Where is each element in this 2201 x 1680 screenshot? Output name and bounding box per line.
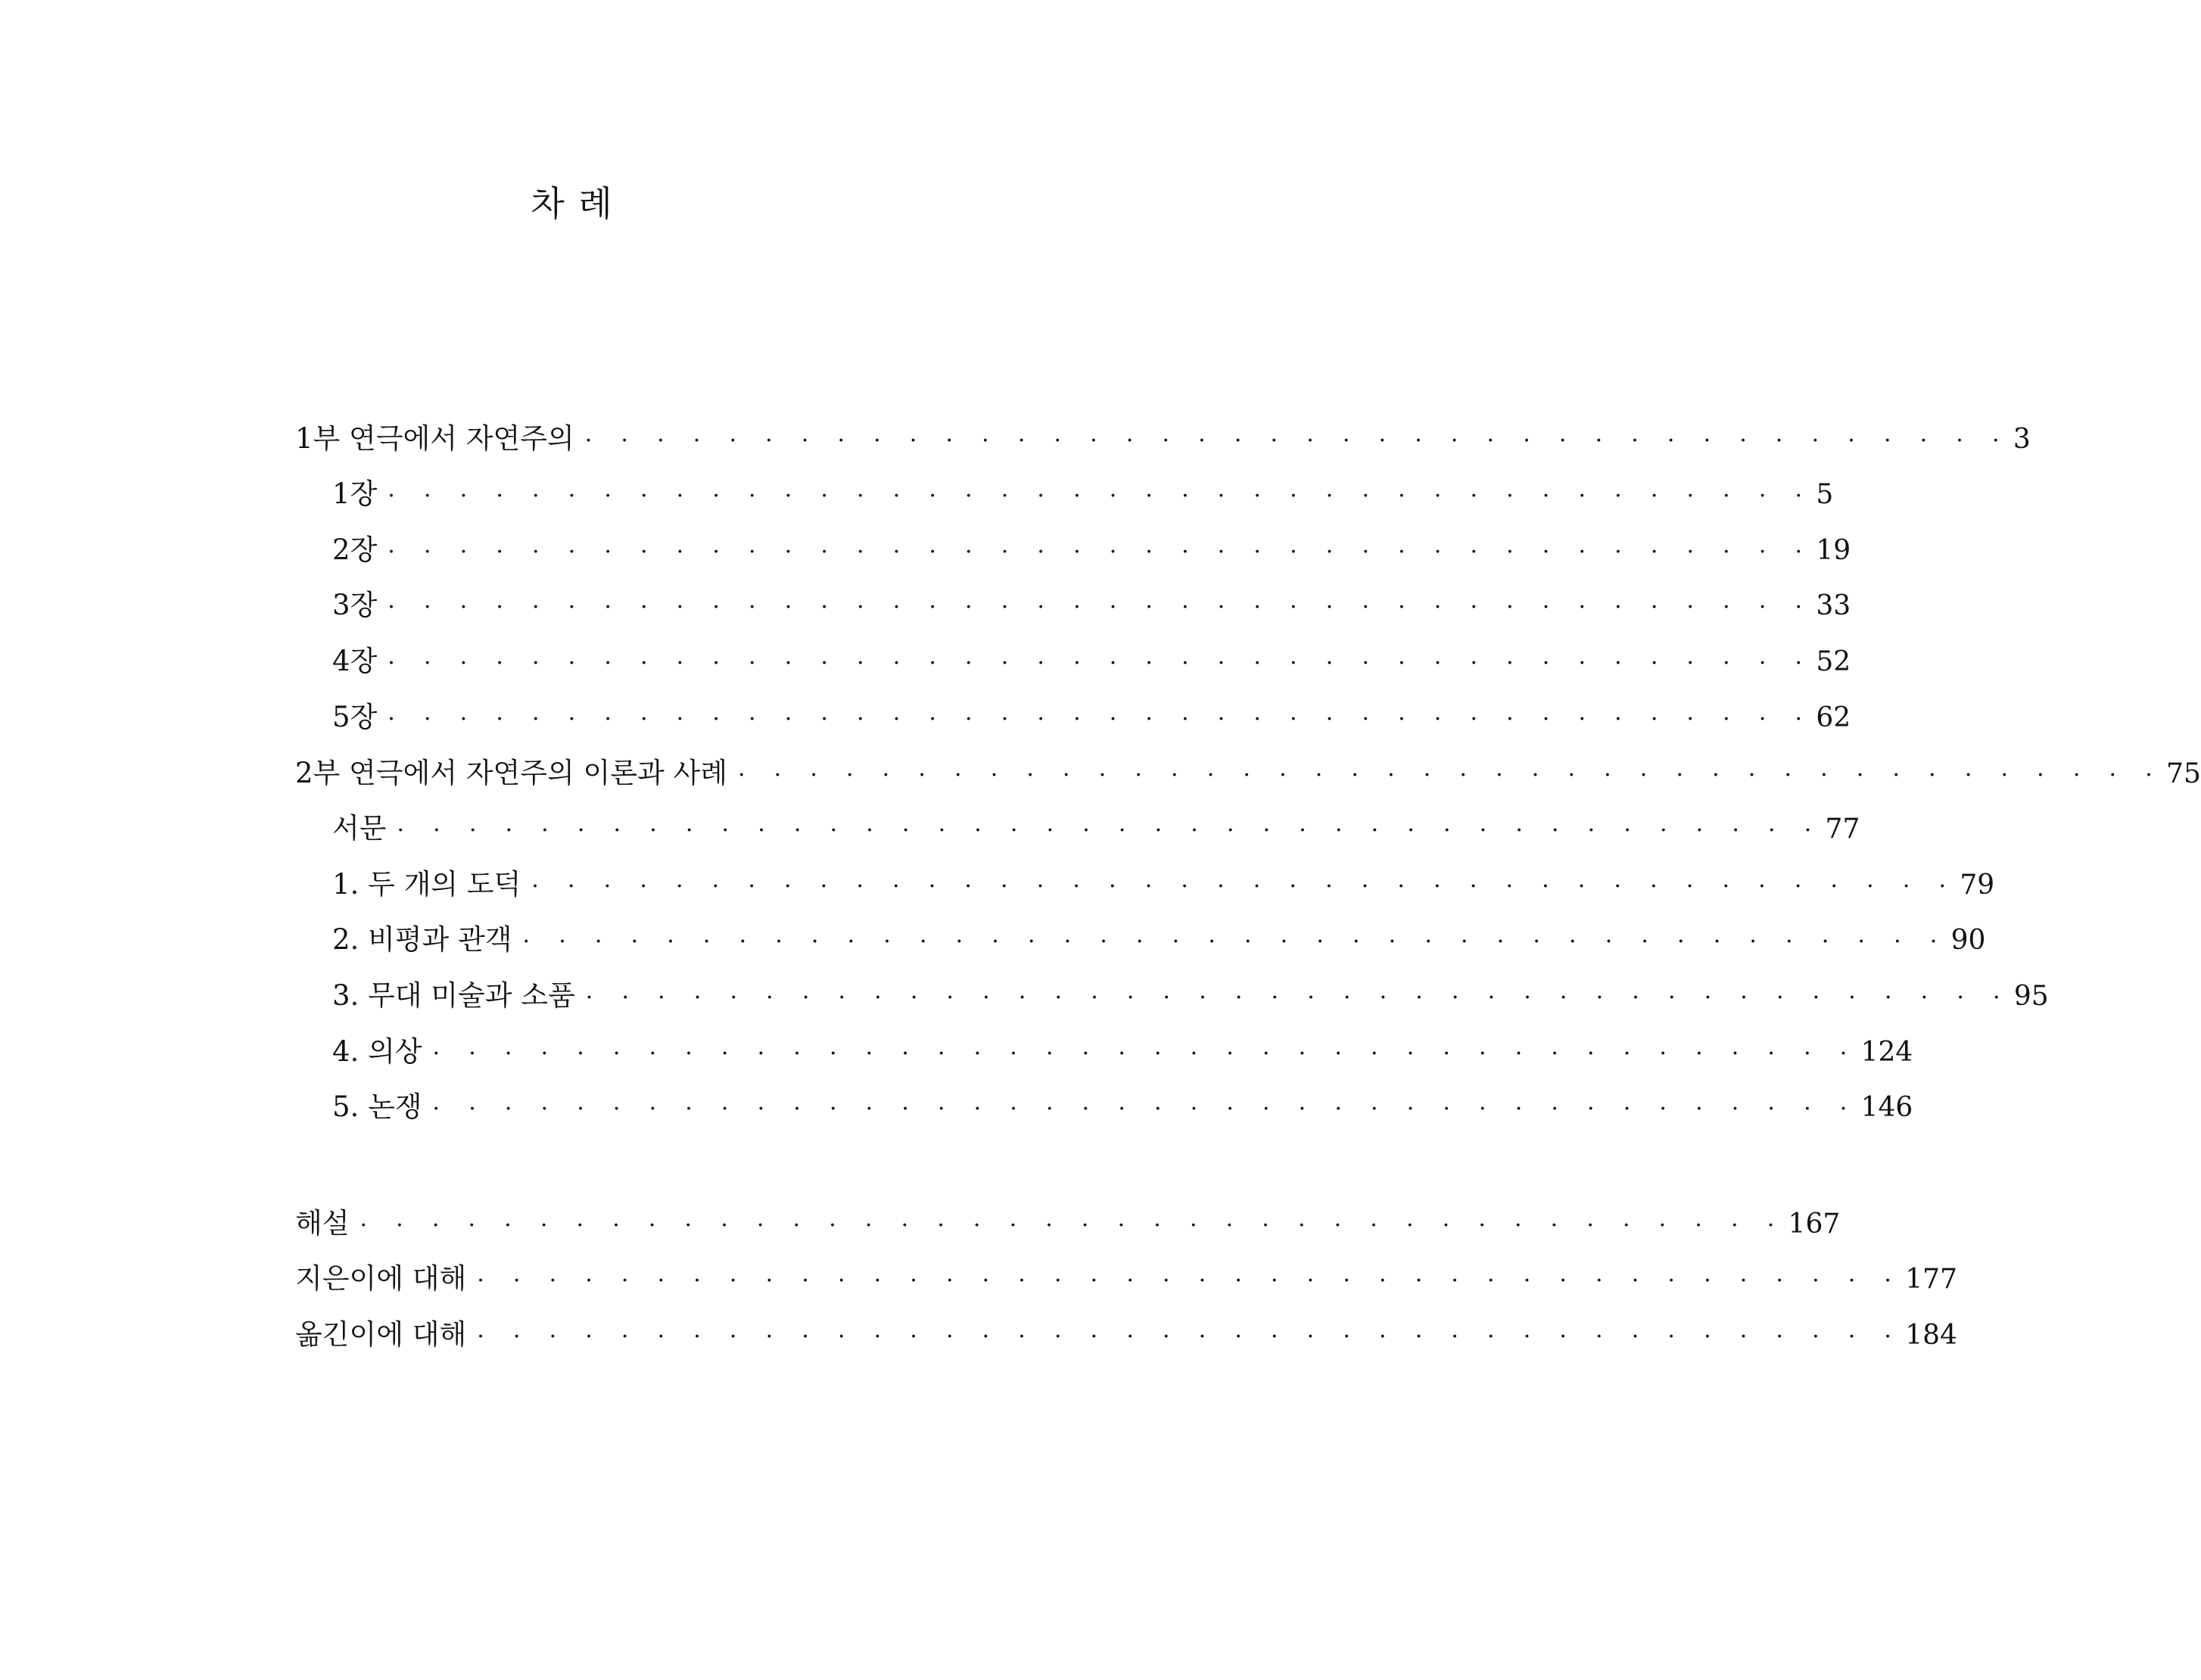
toc-entry-page: 3 — [2013, 424, 2031, 455]
toc-entry-page: 62 — [1816, 702, 1851, 733]
toc-dot-leader: · · · · · · · · · · · · · · · · · · · · · · · · · · · · · · · · · · · · · · · · — [388, 539, 1813, 565]
toc-dot-leader: · · · · · · · · · · · · · · · · · · · · · · · · · · · · · · · · · · · · · · · · — [477, 1268, 1903, 1294]
toc-entry-preface[interactable] — [332, 807, 1860, 850]
toc-entry-page: 177 — [1905, 1264, 1957, 1295]
toc-entry-page: 33 — [1816, 590, 1851, 621]
toc-entry-page: 77 — [1825, 814, 1860, 845]
toc-entry-about-translator[interactable] — [295, 1314, 1957, 1356]
toc-entry-label: 1장 — [332, 478, 378, 510]
toc-entry-section-5[interactable] — [332, 1086, 1913, 1128]
toc-entry-label: 1부 연극에서 자연주의 — [295, 422, 574, 455]
toc-entry-label: 5. 논쟁 — [332, 1090, 422, 1123]
toc-entry-label: 3. 무대 미술과 소품 — [332, 979, 575, 1012]
toc-dot-leader: · · · · · · · · · · · · · · · · · · · · · · · · · · · · · · · · · · · · · · · · — [397, 817, 1823, 844]
toc-entry-label: 1. 두 개의 도덕 — [332, 868, 521, 901]
toc-entry-part-1[interactable] — [295, 418, 2031, 460]
toc-entry-chapter-2[interactable] — [332, 529, 1851, 571]
toc-dot-leader: · · · · · · · · · · · · · · · · · · · · · · · · · · · · · · · · · · · · · · · · — [477, 1324, 1903, 1350]
toc-entry-label: 2부 연극에서 자연주의 이론과 사례 — [295, 757, 727, 789]
toc-entry-chapter-5[interactable] — [332, 696, 1851, 739]
toc-entry-section-3[interactable] — [332, 975, 2049, 1017]
toc-entry-page: 146 — [1860, 1092, 1913, 1123]
toc-entry-section-2[interactable] — [332, 919, 1986, 961]
toc-dot-leader: · · · · · · · · · · · · · · · · · · · · · · · · · · · · · · · · · · · · · · · · — [360, 1212, 1785, 1239]
toc-entry-label: 2장 — [332, 534, 378, 566]
toc-dot-leader: · · · · · · · · · · · · · · · · · · · · · · · · · · · · · · · · · · · · · · · · — [388, 706, 1813, 733]
toc-entry-page: 52 — [1816, 646, 1851, 677]
toc-dot-leader: · · · · · · · · · · · · · · · · · · · · · · · · · · · · · · · · · · · · · · · · — [432, 1096, 1858, 1122]
page-title: 차 례 — [531, 183, 614, 224]
toc-entry-page: 95 — [2013, 981, 2049, 1012]
toc-entry-section-1[interactable] — [332, 863, 1995, 906]
toc-entry-page: 5 — [1816, 479, 1834, 510]
toc-entry-part-2[interactable] — [295, 752, 2201, 795]
toc-dot-leader: · · · · · · · · · · · · · · · · · · · · · · · · · · · · · · · · · · · · · · · · — [388, 594, 1813, 621]
toc-dot-leader: · · · · · · · · · · · · · · · · · · · · · · · · · · · · · · · · · · · · · · · · — [585, 985, 2011, 1011]
toc-dot-leader: · · · · · · · · · · · · · · · · · · · · · · · · · · · · · · · · · · · · · · · · — [584, 428, 2010, 454]
toc-entry-page: 167 — [1788, 1209, 1841, 1240]
toc-entry-page: 124 — [1860, 1037, 1913, 1068]
toc-entry-chapter-4[interactable] — [332, 640, 1851, 683]
toc-entry-about-author[interactable] — [295, 1258, 1957, 1300]
toc-entry-chapter-1[interactable] — [332, 473, 1834, 515]
toc-dot-leader: · · · · · · · · · · · · · · · · · · · · · · · · · · · · · · · · · · · · · · · · — [531, 873, 1957, 900]
toc-dot-leader: · · · · · · · · · · · · · · · · · · · · · · · · · · · · · · · · · · · · · · · · — [522, 929, 1948, 955]
toc-entry-label: 5장 — [332, 701, 378, 733]
toc-entry-label: 2. 비평과 관객 — [332, 923, 512, 956]
toc-entry-page: 184 — [1905, 1320, 1957, 1351]
toc-entry-label: 4. 의상 — [332, 1035, 422, 1068]
toc-entry-label: 4장 — [332, 645, 378, 677]
toc-dot-leader: · · · · · · · · · · · · · · · · · · · · · · · · · · · · · · · · · · · · · · · · — [432, 1041, 1858, 1067]
toc-entry-chapter-3[interactable] — [332, 584, 1851, 627]
toc-entry-label: 옮긴이에 대해 — [295, 1318, 467, 1351]
toc-dot-leader: · · · · · · · · · · · · · · · · · · · · · · · · · · · · · · · · · · · · · · · · — [388, 650, 1813, 677]
toc-entry-label: 해설 — [295, 1207, 350, 1240]
toc-entry-page: 19 — [1816, 535, 1851, 566]
toc-entry-page: 79 — [1960, 870, 1995, 901]
toc-dot-leader: · · · · · · · · · · · · · · · · · · · · · · · · · · · · · · · · · · · · · · · · — [737, 762, 2164, 789]
toc-entry-page: 90 — [1950, 925, 1986, 956]
toc-entry-section-4[interactable] — [332, 1031, 1913, 1073]
toc-entry-page: 75 — [2166, 758, 2201, 789]
toc-dot-leader: · · · · · · · · · · · · · · · · · · · · · · · · · · · · · · · · · · · · · · · · — [388, 483, 1813, 509]
toc-entry-label: 서문 — [332, 812, 387, 845]
toc-entry-label: 3장 — [332, 589, 378, 621]
toc-entry-commentary[interactable] — [295, 1202, 1841, 1245]
toc-entry-label: 지은이에 대해 — [295, 1262, 467, 1295]
